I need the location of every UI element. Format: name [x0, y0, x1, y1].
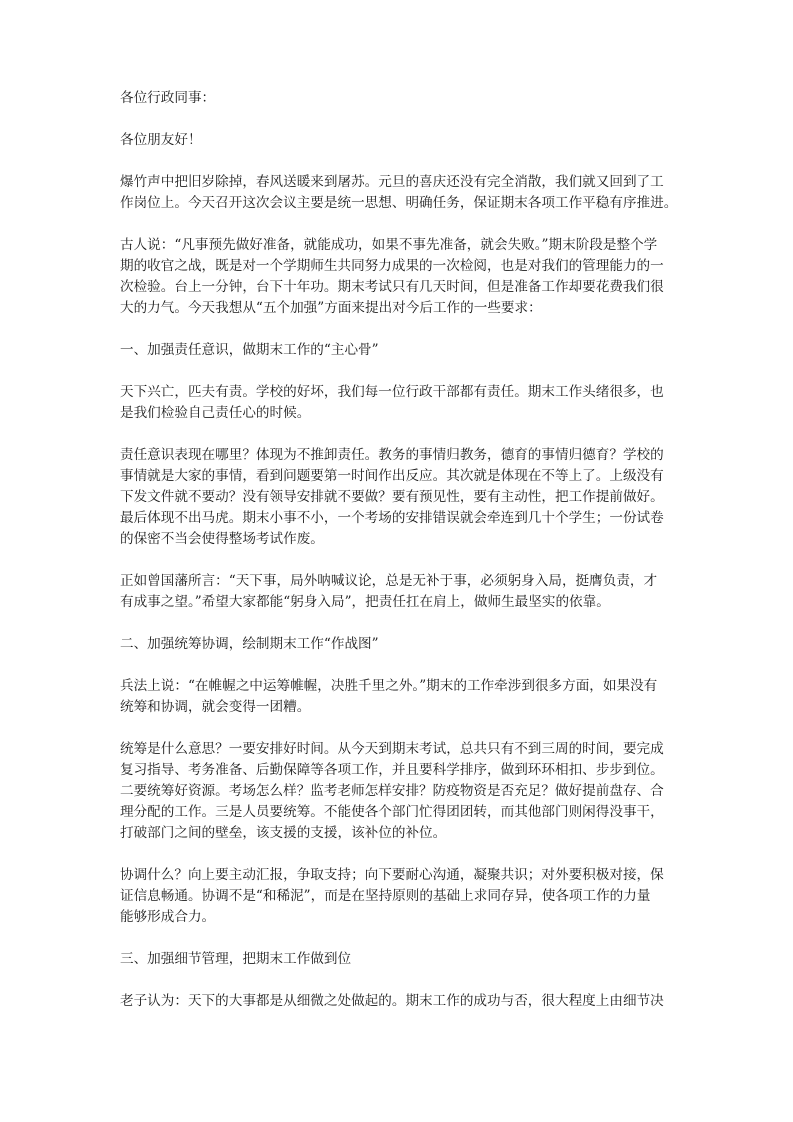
text-line: 打破部门之间的壁垒，该支援的支援，该补位的补位。	[120, 825, 447, 841]
body-paragraph	[120, 571, 680, 613]
text-line: 是我们检验自己责任心的时候。	[120, 405, 311, 421]
body-paragraph	[120, 991, 680, 1012]
text-line: 爆竹声中把旧岁除掉，春风送暖来到屠苏。元旦的喜庆还没有完全消散，我们就又回到了工	[120, 174, 664, 190]
section-heading	[120, 340, 680, 361]
text-line: 老子认为：天下的大事都是从细微之处做起的。期末工作的成功与否，很大程度上由细节决	[120, 993, 664, 1009]
text-line: 的保密不当会使得整场考试作废。	[120, 531, 324, 547]
text-line: 最后体现不出马虎。期末小事不小，一个考场的安排错误就会牵连到几十个学生；一份试卷	[120, 510, 664, 526]
body-paragraph	[120, 382, 680, 424]
text-line: 复习指导、考务准备、后勤保障等各项工作，并且要科学排序，做到环环相扣、步步到位。	[120, 762, 664, 778]
text-line: 三、加强细节管理，把期末工作做到位	[120, 951, 352, 967]
document-page	[120, 88, 680, 1033]
text-line: 兵法上说：“在帷幄之中运筹帷幄，决胜千里之外。”期末的工作牵涉到很多方面，如果没有	[120, 678, 658, 694]
text-line: 能够形成合力。	[120, 909, 216, 925]
text-line: 正如曾国藩所言：“天下事，局外呐喊议论，总是无补于事，必须躬身入局，挺膺负责，才	[120, 573, 658, 589]
text-line: 天下兴亡，匹夫有责。学校的好坏，我们每一位行政干部都有责任。期末工作头绪很多，也	[120, 384, 664, 400]
text-line: 一、加强责任意识，做期末工作的“主心骨”	[120, 342, 379, 358]
text-line: 作岗位上。今天召开这次会议主要是统一思想、明确任务，保证期末各项工作平稳有序推进。	[120, 195, 678, 211]
text-line: 协调什么？向上要主动汇报，争取支持；向下要耐心沟通，凝聚共识；对外要积极对接，保	[120, 867, 664, 883]
text-line: 理分配的工作。三是人员要统筹。不能使各个部门忙得团团转，而其他部门则闲得没事干，	[120, 804, 664, 820]
body-paragraph	[120, 739, 680, 844]
text-line: 各位朋友好！	[120, 132, 202, 148]
section-heading	[120, 634, 680, 655]
text-line: 二要统筹好资源。考场怎么样？监考老师怎样安排？防疫物资是否充足？做好提前盘存、合	[120, 783, 664, 799]
text-line: 责任意识表现在哪里？体现为不推卸责任。教务的事情归教务，德育的事情归德育？学校的	[120, 447, 664, 463]
text-line: 期的收官之战，既是对一个学期师生共同努力成果的一次检阅，也是对我们的管理能力的一	[120, 258, 664, 274]
text-line: 统筹和协调，就会变得一团糟。	[120, 699, 311, 715]
section-heading	[120, 949, 680, 970]
text-line: 次检验。台上一分钟，台下十年功。期末考试只有几天时间，但是准备工作却要花费我们很	[120, 279, 664, 295]
salutation	[120, 88, 680, 109]
body-paragraph	[120, 235, 680, 319]
text-line: 古人说：“凡事预先做好准备，就能成功，如果不事先准备，就会失败。”期末阶段是整个学	[120, 237, 658, 253]
text-line: 事情就是大家的事情，看到问题要第一时间作出反应。其次就是体现在不等上了。上级没有	[120, 468, 664, 484]
body-paragraph	[120, 172, 680, 214]
text-line: 下发文件就不要动？没有领导安排就不要做？要有预见性，要有主动性，把工作提前做好。	[120, 489, 664, 505]
text-line: 统筹是什么意思？一要安排好时间。从今天到期末考试，总共只有不到三周的时间，要完成	[120, 741, 664, 757]
text-line: 大的力气。今天我想从“五个加强”方面来提出对今后工作的一些要求：	[120, 300, 542, 316]
text-line: 证信息畅通。协调不是“和稀泥”，而是在坚持原则的基础上求同存异，使各项工作的力量	[120, 888, 651, 904]
text-line: 各位行政同事：	[120, 90, 216, 106]
body-paragraph	[120, 865, 680, 928]
body-paragraph	[120, 676, 680, 718]
text-line: 有成事之望。”希望大家都能“躬身入局”，把责任扛在肩上，做师生最坚实的依靠。	[120, 594, 610, 610]
salutation	[120, 130, 680, 151]
body-paragraph	[120, 445, 680, 550]
text-line: 二、加强统筹协调，绘制期末工作“作战图”	[120, 636, 379, 652]
